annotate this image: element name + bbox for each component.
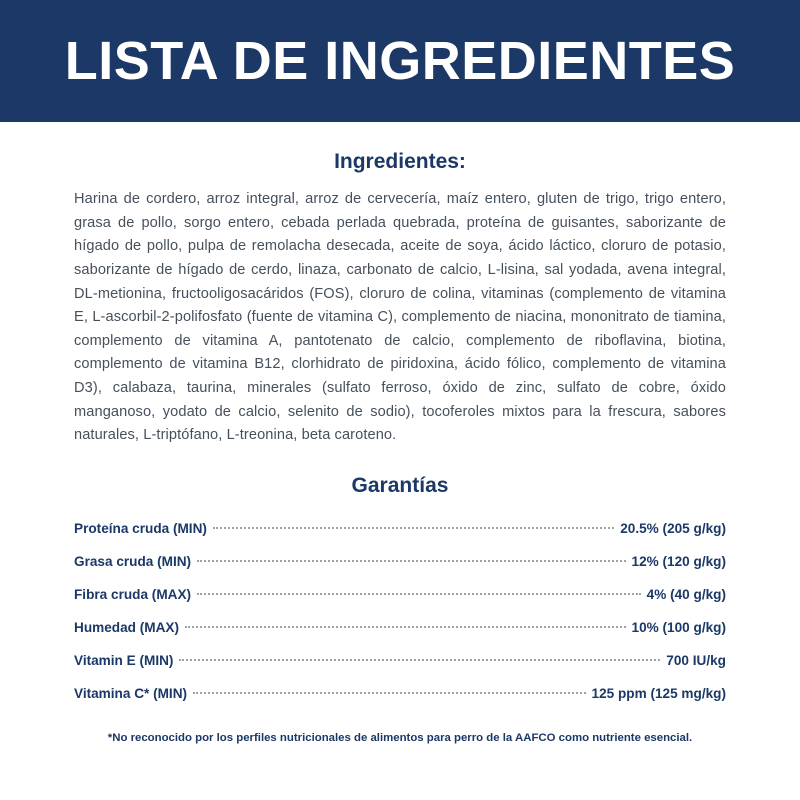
table-row [74,545,726,578]
guarantee-label: Fibra cruda (MAX) [74,587,192,603]
guarantee-value: 4% (40 g/kg) [646,587,726,603]
guaranteed-analysis-table [74,512,726,710]
guarantees-heading: Garantías [351,474,449,498]
guarantee-label: Proteína cruda (MIN) [74,521,207,537]
footnote: *No reconocido por los perfiles nutricionales de alimentos para perro de la AAFCO como nutriente esencial. [107,732,693,745]
table-row [74,611,726,644]
table-row [74,578,726,611]
guarantee-label: Vitamin E (MIN) [74,653,174,669]
dot-leader [193,692,585,694]
page-title: LISTA DE INGREDIENTES [64,31,736,91]
table-row [74,512,726,545]
dot-leader [179,659,660,661]
guarantee-label: Grasa cruda (MIN) [74,554,192,570]
guarantee-value: 12% (120 g/kg) [631,554,726,570]
guarantee-value: 700 IU/kg [666,653,726,669]
guarantee-value: 20.5% (205 g/kg) [620,521,726,537]
ingredients-heading: Ingredientes: [334,150,466,173]
guarantee-value: 10% (100 g/kg) [631,620,726,636]
ingredients-text: Harina de cordero, arroz integral, arroz de cervecería, maíz entero, gluten de trigo, trigo entero, grasa de pollo, sorgo entero, cebada perlada quebrada, proteína de guisantes, saborizante de hígado de pollo, pulpa de remolacha desecada, aceite de soya, ácido láctico, cloruro de potasio, saborizante de hígado de cerdo, linaza, carbonato de calcio, L-lisina, sal yodada, avena integral, DL-metionina, fructooligosacáridos (FOS), cloruro de colina, vitaminas (complemento de vitamina E, L-ascorbil-2-polifosfato (fuente de vitamina C), complemento de niacina, mononitrato de tiamina, complemento de vitamina A, pantotenato de calcio, complemento de riboflavina, biotina, complemento de vitamina B12, clorhidrato de piridoxina, ácido fólico, complemento de vitamina D3), calabaza, taurina, minerales (sulfato ferroso, óxido de zinc, sulfato de cobre, óxido manganoso, yodato de calcio, selenito de sodio), tocoferoles mixtos para la frescura, sabores naturales, L-triptófano, L-treonina, beta caroteno. [74,191,726,444]
table-row [74,644,726,677]
dot-leader [213,527,614,529]
dot-leader [197,560,625,562]
guarantee-value: 125 ppm (125 mg/kg) [591,686,726,702]
table-row [74,677,726,710]
content-area [0,122,800,800]
header-band [0,0,800,122]
guarantee-label: Vitamina C* (MIN) [74,686,188,702]
dot-leader [197,593,641,595]
guarantee-label: Humedad (MAX) [74,620,179,636]
dot-leader [185,626,626,628]
